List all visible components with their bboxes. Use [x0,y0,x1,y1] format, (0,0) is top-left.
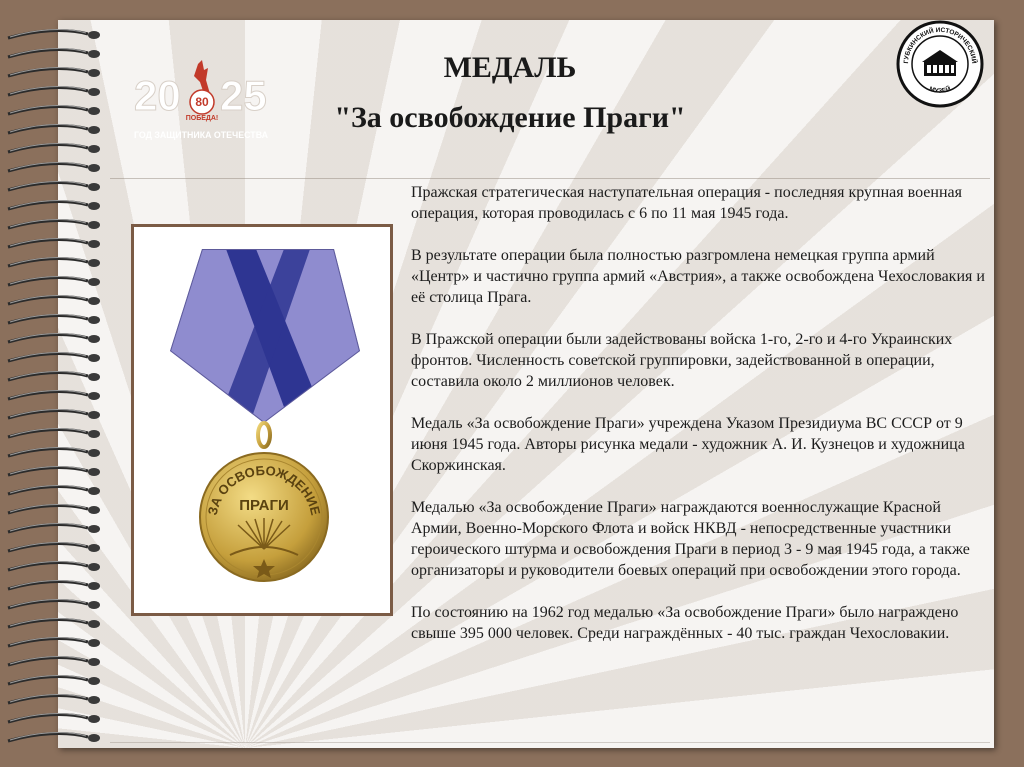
binding-hole [88,601,100,609]
binding-hole [88,715,100,723]
spiral-binding [6,24,106,754]
museum-top-text: ГУБКИНСКИЙ ИСТОРИЧЕСКИЙ [902,26,978,64]
year-2025-logo [134,58,274,142]
binding-hole [88,202,100,210]
title-line-2: "За освобождение Праги" [334,101,686,134]
binding-hole [88,468,100,476]
medal-ring [258,423,270,447]
museum-bottom-text: МУЗЕЙ [928,85,952,95]
binding-hole [88,392,100,400]
medal-ribbon [134,227,390,447]
logo-year-right: 25 [220,72,267,119]
binding-hole [88,525,100,533]
logo-badge-number: 80 [195,95,209,109]
binding-hole [88,696,100,704]
binding-hole [88,506,100,514]
binding-hole [88,487,100,495]
binding-hole [88,544,100,552]
paragraph-3: В Пражской операции были задействованы войска 1-го, 2-го и 4-го Украинских фронтов. Численность советской группировки, задействованной в операции, составила около 2 миллионов человек. [411,331,953,390]
binding-hole [88,126,100,134]
binding-hole [88,69,100,77]
footer-divider [110,742,990,743]
article-text [411,182,993,665]
medal-image [134,227,390,613]
binding-hole [88,316,100,324]
binding-hole [88,582,100,590]
logo-year-left: 20 [134,72,181,119]
page-title [300,48,720,138]
paragraph-2: В результате операции была полностью разгромлена немецкая группа армий «Центр» и частично группа армий «Австрия», а также освобождена Чехословакия и её столица Прага. [411,247,985,306]
medal-disc [200,453,328,581]
binding-hole [88,145,100,153]
paragraph-5: Медалью «За освобождение Праги» награждаются военнослужащие Красной Армии, Военно-Морского Флота и войск НКВД - непосредственные участники героического штурма и освобождения Праги в период 3 - 9 мая 1945 года, а также организаторы и руководители боевых операций при освобождении этого города. [411,499,970,579]
logo-badge-text: ПОБЕДА! [185,115,219,122]
binding-hole [88,221,100,229]
binding-hole [88,639,100,647]
binding-hole [88,107,100,115]
binding-hole [88,354,100,362]
binding-hole [88,677,100,685]
medal-top-inscription: ЗА ОСВОБОЖДЕНИЕ [204,462,324,517]
binding-hole [88,31,100,39]
binding-hole [88,563,100,571]
paragraph-1: Пражская стратегическая наступательная операция - последняя крупная военная операция, которая проводилась с 6 по 11 мая 1945 года. [411,184,962,222]
binding-hole [88,259,100,267]
medal-photo-frame [131,224,393,616]
binding-hole [88,430,100,438]
binding-hole [88,335,100,343]
binding-hole [88,449,100,457]
binding-hole [88,183,100,191]
museum-logo [896,20,984,108]
binding-hole [88,297,100,305]
binding-hole [88,278,100,286]
binding-hole [88,50,100,58]
binding-hole [88,88,100,96]
binding-hole [88,164,100,172]
binding-hole [88,620,100,628]
binding-hole [88,734,100,742]
paragraph-4: Медаль «За освобождение Праги» учреждена Указом Президиума ВС СССР от 9 июня 1945 года. Авторы рисунка медали - художник А. И. Кузнецов и художница Скоржинская. [411,415,965,474]
paragraph-6: По состоянию на 1962 год медалью «За освобождение Праги» было награждено свыше 395 000 человек. Среди награждённых - 40 тыс. граждан Чехословакии. [411,604,959,642]
binding-hole [88,658,100,666]
victory-statue-icon [194,60,210,94]
logo-caption: ГОД ЗАЩИТНИКА ОТЕЧЕСТВА [134,130,269,140]
title-line-1: МЕДАЛЬ [443,51,577,84]
binding-hole [88,240,100,248]
binding-hole [88,411,100,419]
binding-hole [88,373,100,381]
medal-center-inscription: ПРАГИ [239,497,289,514]
header-divider [110,178,990,179]
